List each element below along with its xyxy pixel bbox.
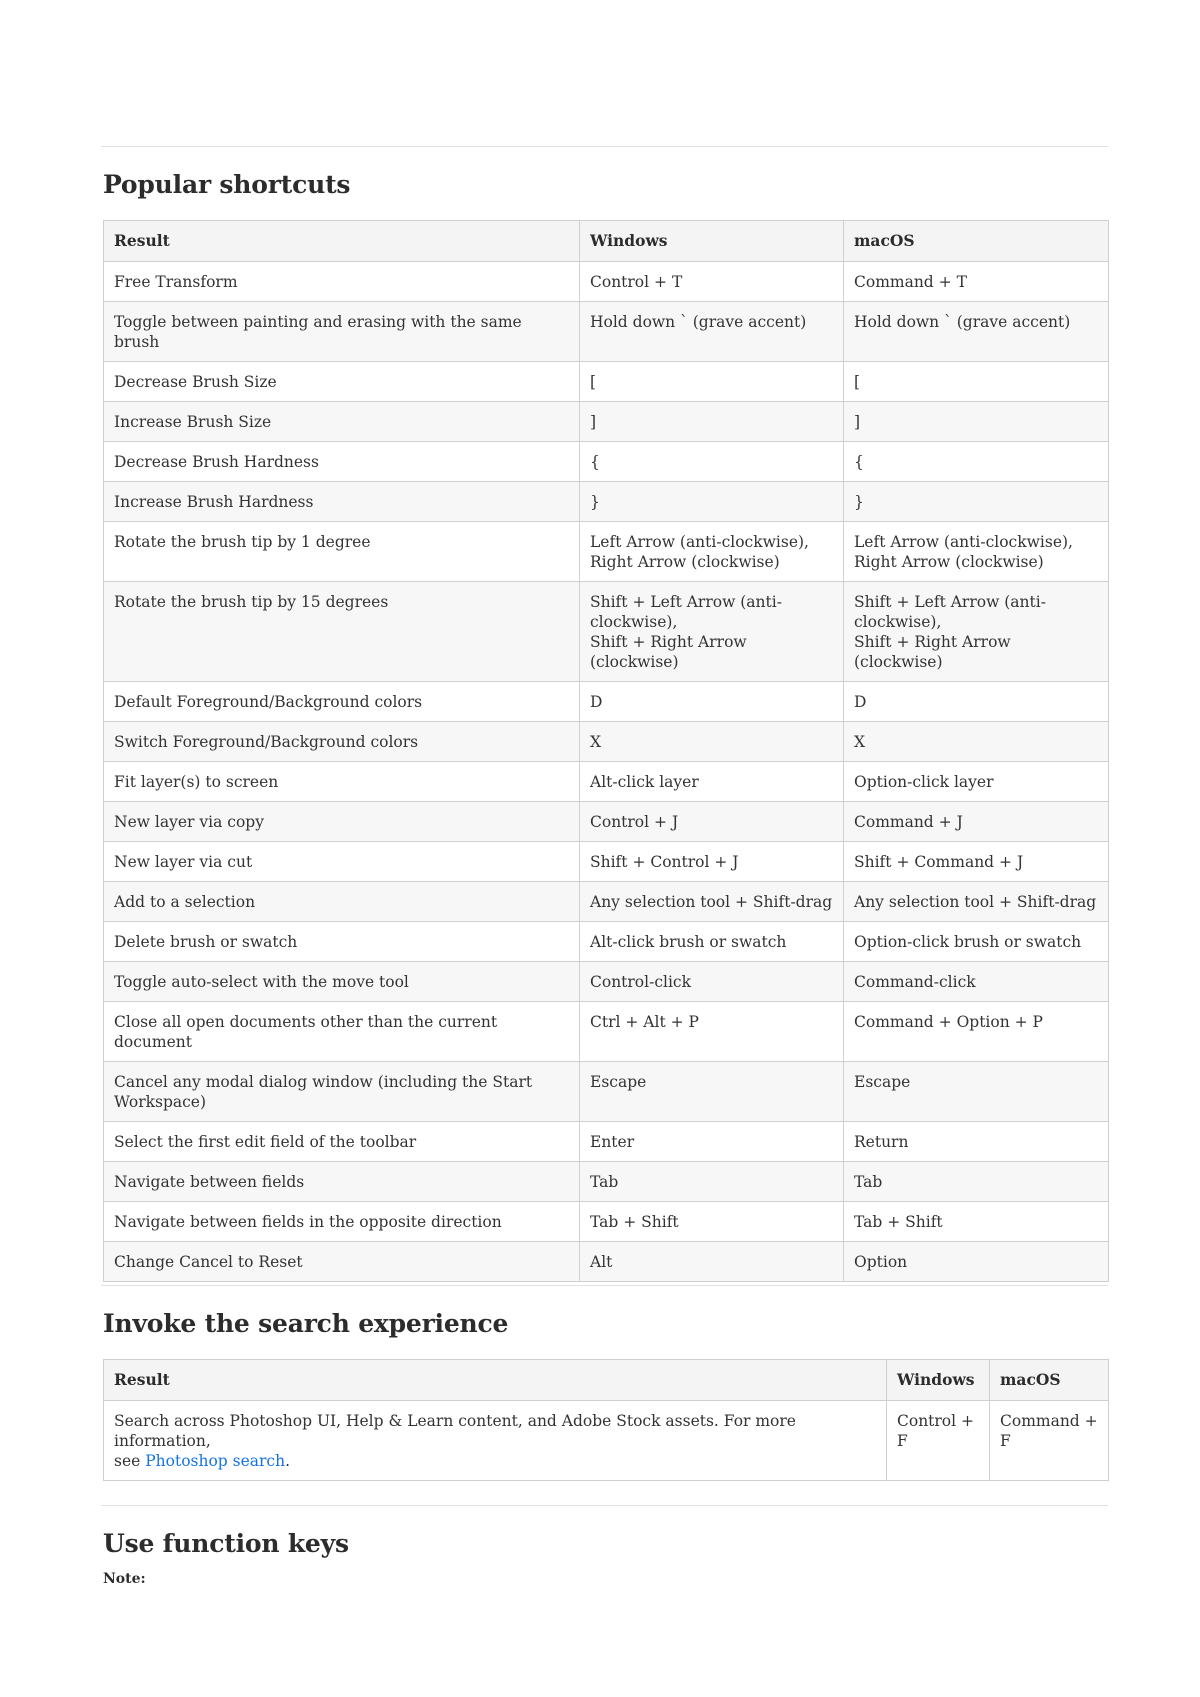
windows-shortcut-cell <box>580 582 844 682</box>
shortcut-text-line: Tab <box>854 1173 883 1191</box>
windows-shortcut-cell <box>580 362 844 402</box>
windows-shortcut-cell <box>580 1002 844 1062</box>
table-row <box>104 922 1109 962</box>
macos-shortcut-cell <box>844 962 1109 1002</box>
shortcut-text-line: Shift + Command + J <box>854 853 1024 871</box>
macos-shortcut-cell <box>844 1062 1109 1122</box>
result-cell <box>104 582 580 682</box>
shortcut-text-line: F <box>1000 1432 1011 1450</box>
result-text-line: Navigate between fields <box>114 1173 305 1191</box>
windows-shortcut-cell <box>580 1062 844 1122</box>
table-row <box>104 1162 1109 1202</box>
windows-shortcut-cell <box>580 882 844 922</box>
table-row <box>104 1242 1109 1282</box>
shortcut-text-line: Control + <box>897 1412 975 1430</box>
shortcut-text-line: Tab + Shift <box>590 1213 679 1231</box>
result-text-line: Navigate between fields in the opposite direction <box>114 1213 502 1231</box>
result-cell <box>104 922 580 962</box>
shortcut-text-line: clockwise), <box>854 613 942 631</box>
result-cell <box>104 682 580 722</box>
windows-shortcut-cell <box>580 762 844 802</box>
result-cell <box>104 1401 887 1481</box>
column-header-result: Result <box>104 221 580 262</box>
result-text-line: New layer via copy <box>114 813 264 831</box>
section-title-popular-shortcuts: Popular shortcuts <box>103 170 351 199</box>
macos-shortcut-cell <box>844 442 1109 482</box>
macos-shortcut-cell <box>844 1202 1109 1242</box>
table-header-row <box>104 221 1109 262</box>
table-row <box>104 582 1109 682</box>
shortcut-text-line: Command + T <box>854 273 967 291</box>
section-divider <box>101 146 1108 147</box>
table-row <box>104 362 1109 402</box>
result-cell <box>104 402 580 442</box>
windows-shortcut-cell <box>580 922 844 962</box>
section-title-search-experience: Invoke the search experience <box>103 1309 509 1338</box>
shortcut-text-line: Command-click <box>854 973 976 991</box>
result-cell <box>104 802 580 842</box>
photoshop-search-link[interactable]: Photoshop search <box>145 1452 286 1470</box>
result-text-line: Rotate the brush tip by 1 degree <box>114 533 371 551</box>
table-row <box>104 682 1109 722</box>
result-cell <box>104 962 580 1002</box>
shortcut-text-line: Escape <box>590 1073 647 1091</box>
windows-shortcut-cell <box>580 402 844 442</box>
shortcut-text-line: Hold down ` (grave accent) <box>854 313 1071 331</box>
shortcut-text-line: Command + <box>1000 1412 1098 1430</box>
result-cell <box>104 362 580 402</box>
result-cell <box>104 762 580 802</box>
result-text-line: Default Foreground/Background colors <box>114 693 423 711</box>
result-text-line: Workspace) <box>114 1093 207 1111</box>
shortcut-text-line: } <box>590 493 600 511</box>
windows-shortcut-cell <box>580 1202 844 1242</box>
result-text-line: Close all open documents other than the current document <box>114 1013 498 1051</box>
shortcut-text-line: Option-click brush or swatch <box>854 933 1082 951</box>
result-cell <box>104 842 580 882</box>
table-row <box>104 442 1109 482</box>
shortcut-text-line: D <box>854 693 867 711</box>
table-row <box>104 882 1109 922</box>
shortcut-text-line: Control-click <box>590 973 692 991</box>
macos-shortcut-cell <box>844 922 1109 962</box>
result-text-line: Fit layer(s) to screen <box>114 773 279 791</box>
shortcut-text-line: { <box>590 453 600 471</box>
windows-shortcut-cell <box>580 842 844 882</box>
result-text-line: Change Cancel to Reset <box>114 1253 303 1271</box>
shortcut-text-line: Shift + Left Arrow (anti- <box>590 593 782 611</box>
shortcut-text-line: Command + Option + P <box>854 1013 1043 1031</box>
shortcut-text-line: X <box>854 733 866 751</box>
windows-shortcut-cell <box>580 1122 844 1162</box>
windows-shortcut-cell <box>580 682 844 722</box>
macos-shortcut-cell <box>844 1162 1109 1202</box>
macos-shortcut-cell <box>844 522 1109 582</box>
shortcut-text-line: Right Arrow (clockwise) <box>590 553 780 571</box>
popular-shortcuts-table <box>103 220 1109 1282</box>
result-text-line: Decrease Brush Hardness <box>114 453 319 471</box>
result-cell <box>104 1202 580 1242</box>
result-text-prefix: see <box>114 1452 146 1470</box>
result-cell <box>104 522 580 582</box>
result-text-line: Toggle auto-select with the move tool <box>114 973 409 991</box>
result-text-line: Add to a selection <box>114 893 256 911</box>
note-label: Note: <box>103 1571 146 1587</box>
result-text-line: Toggle between painting and erasing with the same brush <box>114 313 522 351</box>
table-row <box>104 1401 1109 1481</box>
macos-shortcut-cell <box>990 1401 1109 1481</box>
shortcut-text-line: X <box>590 733 602 751</box>
windows-shortcut-cell <box>580 302 844 362</box>
result-text-line: Rotate the brush tip by 15 degrees <box>114 593 389 611</box>
macos-shortcut-cell <box>844 482 1109 522</box>
result-text-line: Delete brush or swatch <box>114 933 298 951</box>
table-row <box>104 522 1109 582</box>
windows-shortcut-cell <box>580 482 844 522</box>
result-text-line: Search across Photoshop UI, Help & Learn content, and Adobe Stock assets. For more information, <box>114 1412 796 1450</box>
result-cell <box>104 442 580 482</box>
windows-shortcut-cell <box>580 522 844 582</box>
table-row <box>104 842 1109 882</box>
shortcut-text-line: Shift + Right Arrow (clockwise) <box>590 633 747 671</box>
macos-shortcut-cell <box>844 582 1109 682</box>
macos-shortcut-cell <box>844 762 1109 802</box>
shortcut-text-line: [ <box>590 373 597 391</box>
macos-shortcut-cell <box>844 882 1109 922</box>
table-row <box>104 302 1109 362</box>
windows-shortcut-cell <box>580 802 844 842</box>
macos-shortcut-cell <box>844 362 1109 402</box>
shortcut-text-line: Tab + Shift <box>854 1213 943 1231</box>
section-divider <box>101 1505 1108 1506</box>
column-header-macos: macOS <box>844 221 1109 262</box>
shortcut-text-line: Alt-click layer <box>590 773 699 791</box>
shortcut-text-line: Any selection tool + Shift-drag <box>590 893 833 911</box>
shortcut-text-line: Shift + Left Arrow (anti- <box>854 593 1046 611</box>
windows-shortcut-cell <box>580 962 844 1002</box>
shortcut-text-line: Control + T <box>590 273 683 291</box>
shortcut-text-line: Left Arrow (anti-clockwise), <box>590 533 809 551</box>
popular-shortcuts-table-body <box>104 262 1109 1282</box>
shortcut-text-line: Hold down ` (grave accent) <box>590 313 807 331</box>
result-cell <box>104 722 580 762</box>
windows-shortcut-cell <box>580 1162 844 1202</box>
shortcut-text-line: D <box>590 693 603 711</box>
shortcut-text-line: Return <box>854 1133 909 1151</box>
table-row <box>104 962 1109 1002</box>
shortcut-text-line: Command + J <box>854 813 963 831</box>
result-text-line: Cancel any modal dialog window (including the Start <box>114 1073 533 1091</box>
table-row <box>104 1002 1109 1062</box>
shortcut-text-line: { <box>854 453 864 471</box>
macos-shortcut-cell <box>844 682 1109 722</box>
result-text-line <box>114 1451 876 1471</box>
shortcut-text-line: Tab <box>590 1173 619 1191</box>
table-row <box>104 1202 1109 1242</box>
result-text-line: Switch Foreground/Background colors <box>114 733 419 751</box>
result-cell <box>104 302 580 362</box>
result-cell <box>104 1002 580 1062</box>
macos-shortcut-cell <box>844 842 1109 882</box>
column-header-windows: Windows <box>887 1360 990 1401</box>
shortcut-text-line: ] <box>854 413 861 431</box>
search-experience-table <box>103 1359 1109 1481</box>
result-cell <box>104 882 580 922</box>
result-cell <box>104 1242 580 1282</box>
shortcut-text-line: Ctrl + Alt + P <box>590 1013 699 1031</box>
windows-shortcut-cell <box>580 722 844 762</box>
windows-shortcut-cell <box>580 442 844 482</box>
shortcut-text-line: clockwise), <box>590 613 678 631</box>
shortcut-text-line: Shift + Right Arrow (clockwise) <box>854 633 1011 671</box>
windows-shortcut-cell <box>580 1242 844 1282</box>
result-cell <box>104 482 580 522</box>
result-text-line: New layer via cut <box>114 853 253 871</box>
result-text-line: Decrease Brush Size <box>114 373 277 391</box>
shortcut-text-line: Control + J <box>590 813 679 831</box>
shortcut-text-line: Option-click layer <box>854 773 994 791</box>
macos-shortcut-cell <box>844 1122 1109 1162</box>
result-cell <box>104 262 580 302</box>
table-row <box>104 802 1109 842</box>
result-text-line: Increase Brush Size <box>114 413 272 431</box>
shortcut-text-line: Alt-click brush or swatch <box>590 933 787 951</box>
macos-shortcut-cell <box>844 402 1109 442</box>
windows-shortcut-cell <box>887 1401 990 1481</box>
table-row <box>104 402 1109 442</box>
result-text-line: Free Transform <box>114 273 238 291</box>
shortcut-text-line: Option <box>854 1253 908 1271</box>
windows-shortcut-cell <box>580 262 844 302</box>
shortcut-text-line: } <box>854 493 864 511</box>
column-header-result: Result <box>104 1360 887 1401</box>
result-cell <box>104 1062 580 1122</box>
table-row <box>104 262 1109 302</box>
column-header-macos: macOS <box>990 1360 1109 1401</box>
result-text-line: Increase Brush Hardness <box>114 493 314 511</box>
shortcut-text-line: Enter <box>590 1133 635 1151</box>
macos-shortcut-cell <box>844 1242 1109 1282</box>
table-row <box>104 722 1109 762</box>
shortcut-text-line: Left Arrow (anti-clockwise), <box>854 533 1073 551</box>
table-row <box>104 1122 1109 1162</box>
shortcut-text-line: Escape <box>854 1073 911 1091</box>
shortcut-text-line: F <box>897 1432 908 1450</box>
table-row <box>104 482 1109 522</box>
shortcut-text-line: ] <box>590 413 597 431</box>
shortcut-text-line: Alt <box>590 1253 613 1271</box>
shortcut-text-line: Shift + Control + J <box>590 853 739 871</box>
shortcut-text-line: Any selection tool + Shift-drag <box>854 893 1097 911</box>
macos-shortcut-cell <box>844 262 1109 302</box>
table-row <box>104 762 1109 802</box>
macos-shortcut-cell <box>844 722 1109 762</box>
column-header-windows: Windows <box>580 221 844 262</box>
section-title-function-keys: Use function keys <box>103 1529 349 1558</box>
section-divider <box>101 1285 1108 1286</box>
table-header-row <box>104 1360 1109 1401</box>
result-text-suffix: . <box>285 1452 291 1470</box>
macos-shortcut-cell <box>844 302 1109 362</box>
shortcut-text-line: Right Arrow (clockwise) <box>854 553 1044 571</box>
macos-shortcut-cell <box>844 802 1109 842</box>
table-row <box>104 1062 1109 1122</box>
shortcut-text-line: [ <box>854 373 861 391</box>
result-text-line: Select the first edit field of the toolbar <box>114 1133 417 1151</box>
result-cell <box>104 1162 580 1202</box>
result-cell <box>104 1122 580 1162</box>
macos-shortcut-cell <box>844 1002 1109 1062</box>
